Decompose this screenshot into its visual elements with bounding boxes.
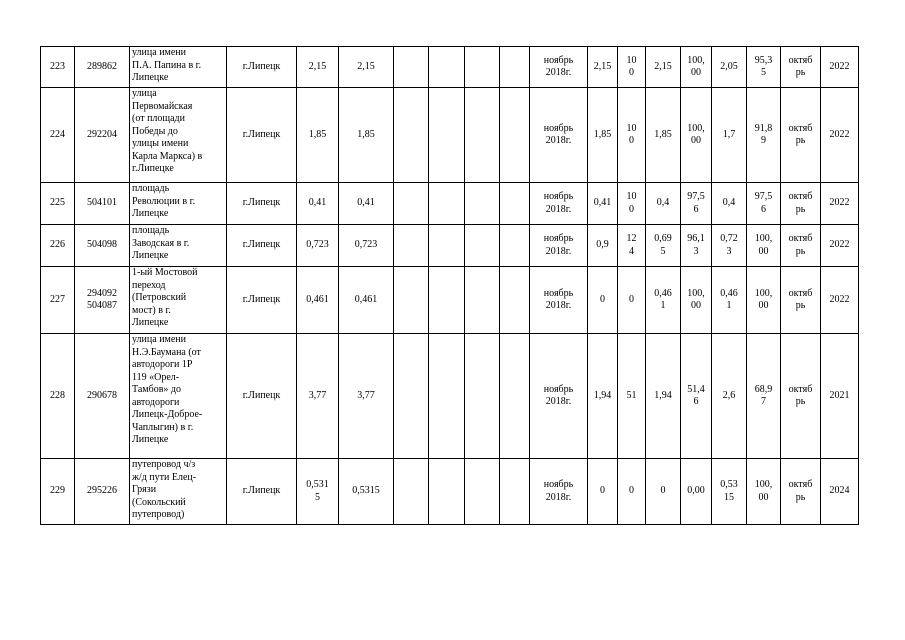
empty-cell-cell <box>394 267 429 334</box>
object-id-cell: 295226 <box>75 459 130 525</box>
length-total-cell: 2,15 <box>297 47 339 88</box>
value-4-cell: 100, 00 <box>681 47 712 88</box>
object-name-cell: улица имени Н.Э.Баумана (от автодороги 1Р 119 «Орел- Тамбов» до автодороги Липецк-Доброе- Чаплыгин) в г. Липецке <box>130 334 227 459</box>
empty-cell-cell <box>394 225 429 267</box>
value-2-cell: 10 0 <box>618 47 646 88</box>
empty-cell-cell <box>394 47 429 88</box>
value-4-cell: 100, 00 <box>681 88 712 183</box>
row-number-cell: 227 <box>41 267 75 334</box>
row-number-cell: 229 <box>41 459 75 525</box>
date-cell: ноябрь 2018г. <box>530 88 588 183</box>
table-row <box>41 225 859 267</box>
empty-cell-cell <box>394 459 429 525</box>
empty-cell-cell <box>394 88 429 183</box>
empty-cell-cell <box>500 183 530 225</box>
year-cell: 2022 <box>821 47 859 88</box>
table-row <box>41 334 859 459</box>
value-5-cell: 0,72 3 <box>712 225 747 267</box>
data-table <box>40 46 859 525</box>
month-cell: октяб рь <box>781 267 821 334</box>
empty-cell-cell <box>465 88 500 183</box>
month-cell: октяб рь <box>781 459 821 525</box>
value-1-cell: 1,85 <box>588 88 618 183</box>
city-cell: г.Липецк <box>227 183 297 225</box>
length-section-cell: 1,85 <box>339 88 394 183</box>
value-1-cell: 2,15 <box>588 47 618 88</box>
object-id-cell: 290678 <box>75 334 130 459</box>
city-cell: г.Липецк <box>227 88 297 183</box>
value-3-cell: 2,15 <box>646 47 681 88</box>
row-number-cell: 226 <box>41 225 75 267</box>
value-4-cell: 51,4 6 <box>681 334 712 459</box>
length-section-cell: 0,461 <box>339 267 394 334</box>
value-3-cell: 0 <box>646 459 681 525</box>
row-number-cell: 223 <box>41 47 75 88</box>
value-2-cell: 10 0 <box>618 183 646 225</box>
length-total-cell: 0,723 <box>297 225 339 267</box>
year-cell: 2022 <box>821 88 859 183</box>
value-2-cell: 0 <box>618 267 646 334</box>
value-5-cell: 2,05 <box>712 47 747 88</box>
value-2-cell: 0 <box>618 459 646 525</box>
value-2-cell: 51 <box>618 334 646 459</box>
city-cell: г.Липецк <box>227 225 297 267</box>
empty-cell-cell <box>429 88 465 183</box>
value-6-cell: 100, 00 <box>747 459 781 525</box>
value-5-cell: 0,53 15 <box>712 459 747 525</box>
value-1-cell: 0,9 <box>588 225 618 267</box>
value-1-cell: 0,41 <box>588 183 618 225</box>
empty-cell-cell <box>465 459 500 525</box>
date-cell: ноябрь 2018г. <box>530 47 588 88</box>
empty-cell-cell <box>429 183 465 225</box>
length-section-cell: 3,77 <box>339 334 394 459</box>
date-cell: ноябрь 2018г. <box>530 267 588 334</box>
length-total-cell: 0,41 <box>297 183 339 225</box>
empty-cell-cell <box>500 267 530 334</box>
value-2-cell: 10 0 <box>618 88 646 183</box>
object-name-cell: 1-ый Мостовой переход (Петровский мост) в г. Липецке <box>130 267 227 334</box>
empty-cell-cell <box>429 459 465 525</box>
empty-cell-cell <box>500 334 530 459</box>
table-row <box>41 459 859 525</box>
date-cell: ноябрь 2018г. <box>530 225 588 267</box>
year-cell: 2021 <box>821 334 859 459</box>
empty-cell-cell <box>465 267 500 334</box>
object-id-cell: 504101 <box>75 183 130 225</box>
month-cell: октяб рь <box>781 88 821 183</box>
table-row <box>41 183 859 225</box>
city-cell: г.Липецк <box>227 267 297 334</box>
year-cell: 2022 <box>821 183 859 225</box>
value-5-cell: 2,6 <box>712 334 747 459</box>
empty-cell-cell <box>500 88 530 183</box>
value-5-cell: 0,46 1 <box>712 267 747 334</box>
object-id-cell: 504098 <box>75 225 130 267</box>
length-total-cell: 3,77 <box>297 334 339 459</box>
value-6-cell: 97,5 6 <box>747 183 781 225</box>
object-name-cell: улица Первомайская (от площади Победы до улицы имени Карла Маркса) в г.Липецке <box>130 88 227 183</box>
empty-cell-cell <box>394 183 429 225</box>
empty-cell-cell <box>465 183 500 225</box>
city-cell: г.Липецк <box>227 47 297 88</box>
value-3-cell: 1,94 <box>646 334 681 459</box>
table-row <box>41 47 859 88</box>
month-cell: октяб рь <box>781 183 821 225</box>
value-3-cell: 0,4 <box>646 183 681 225</box>
object-id-cell: 294092 504087 <box>75 267 130 334</box>
empty-cell-cell <box>500 47 530 88</box>
value-3-cell: 0,46 1 <box>646 267 681 334</box>
date-cell: ноябрь 2018г. <box>530 183 588 225</box>
empty-cell-cell <box>465 47 500 88</box>
value-5-cell: 1,7 <box>712 88 747 183</box>
city-cell: г.Липецк <box>227 334 297 459</box>
value-5-cell: 0,4 <box>712 183 747 225</box>
date-cell: ноябрь 2018г. <box>530 334 588 459</box>
object-id-cell: 292204 <box>75 88 130 183</box>
empty-cell-cell <box>500 459 530 525</box>
object-id-cell: 289862 <box>75 47 130 88</box>
empty-cell-cell <box>429 334 465 459</box>
month-cell: октяб рь <box>781 225 821 267</box>
year-cell: 2024 <box>821 459 859 525</box>
value-6-cell: 100, 00 <box>747 225 781 267</box>
length-section-cell: 0,723 <box>339 225 394 267</box>
value-1-cell: 1,94 <box>588 334 618 459</box>
value-2-cell: 12 4 <box>618 225 646 267</box>
row-number-cell: 225 <box>41 183 75 225</box>
value-3-cell: 0,69 5 <box>646 225 681 267</box>
empty-cell-cell <box>429 47 465 88</box>
year-cell: 2022 <box>821 267 859 334</box>
year-cell: 2022 <box>821 225 859 267</box>
object-name-cell: путепровод ч/з ж/д пути Елец- Грязи (Сокольский путепровод) <box>130 459 227 525</box>
row-number-cell: 224 <box>41 88 75 183</box>
value-4-cell: 0,00 <box>681 459 712 525</box>
date-cell: ноябрь 2018г. <box>530 459 588 525</box>
value-6-cell: 95,3 5 <box>747 47 781 88</box>
length-total-cell: 1,85 <box>297 88 339 183</box>
month-cell: октяб рь <box>781 334 821 459</box>
empty-cell-cell <box>429 225 465 267</box>
table-row <box>41 267 859 334</box>
city-cell: г.Липецк <box>227 459 297 525</box>
row-number-cell: 228 <box>41 334 75 459</box>
value-3-cell: 1,85 <box>646 88 681 183</box>
object-name-cell: улица имени П.А. Папина в г. Липецке <box>130 47 227 88</box>
length-section-cell: 2,15 <box>339 47 394 88</box>
empty-cell-cell <box>429 267 465 334</box>
table-row <box>41 88 859 183</box>
object-name-cell: площадь Заводская в г. Липецке <box>130 225 227 267</box>
object-name-cell: площадь Революции в г. Липецке <box>130 183 227 225</box>
empty-cell-cell <box>394 334 429 459</box>
empty-cell-cell <box>500 225 530 267</box>
value-4-cell: 96,1 3 <box>681 225 712 267</box>
value-6-cell: 91,8 9 <box>747 88 781 183</box>
value-6-cell: 68,9 7 <box>747 334 781 459</box>
month-cell: октяб рь <box>781 47 821 88</box>
length-total-cell: 0,461 <box>297 267 339 334</box>
value-6-cell: 100, 00 <box>747 267 781 334</box>
value-1-cell: 0 <box>588 459 618 525</box>
value-4-cell: 97,5 6 <box>681 183 712 225</box>
empty-cell-cell <box>465 334 500 459</box>
length-total-cell: 0,531 5 <box>297 459 339 525</box>
length-section-cell: 0,41 <box>339 183 394 225</box>
value-4-cell: 100, 00 <box>681 267 712 334</box>
value-1-cell: 0 <box>588 267 618 334</box>
length-section-cell: 0,5315 <box>339 459 394 525</box>
empty-cell-cell <box>465 225 500 267</box>
